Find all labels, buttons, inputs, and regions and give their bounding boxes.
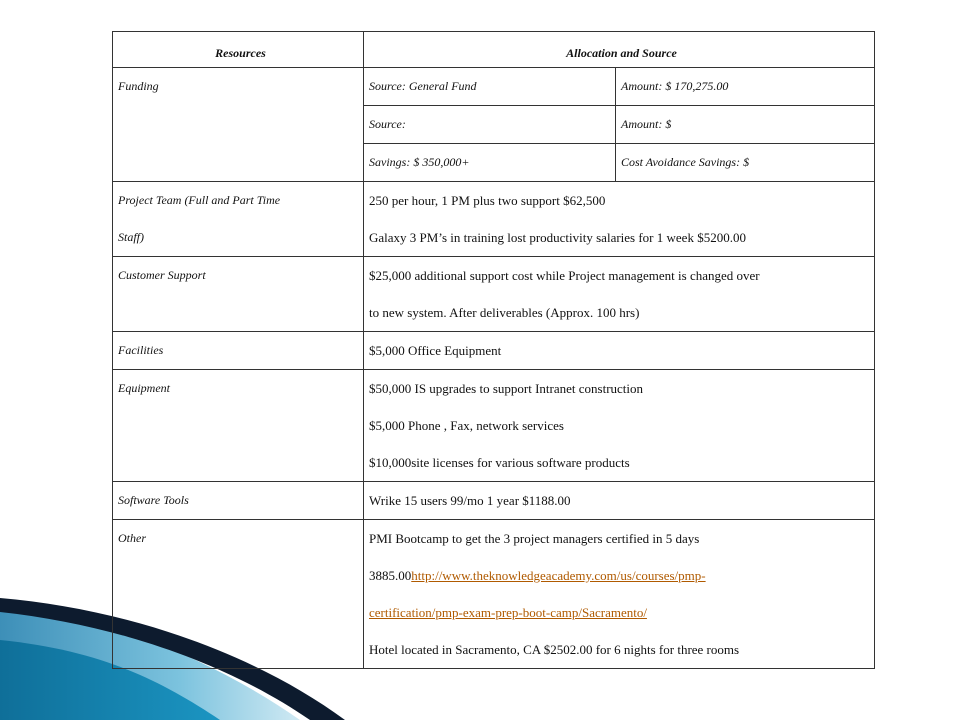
resource-allocation-table xyxy=(112,31,875,669)
equipment-allocation xyxy=(364,370,875,482)
table-row xyxy=(113,370,875,482)
project-team-label-line: Project Team (Full and Part Time xyxy=(118,193,281,207)
funding-amount-2: Amount: $ xyxy=(616,106,875,144)
resource-label-funding: Funding xyxy=(113,68,364,182)
project-team-allocation xyxy=(364,182,875,257)
table-row xyxy=(113,182,875,257)
bootcamp-link-continued[interactable]: certification/pmp-exam-prep-boot-camp/Sacramento/ xyxy=(369,605,647,620)
table-row xyxy=(113,68,875,106)
table-row xyxy=(113,257,875,332)
table-row xyxy=(113,332,875,370)
customer-support-allocation xyxy=(364,257,875,332)
software-tools-allocation xyxy=(364,482,875,520)
funding-amount-1: Amount: $ 170,275.00 xyxy=(616,68,875,106)
project-team-label-line: Staff) xyxy=(118,230,144,244)
allocation-line-with-link xyxy=(369,557,874,594)
funding-source-2: Source: xyxy=(364,106,616,144)
allocation-line: to new system. After deliverables (Approx. 100 hrs) xyxy=(369,305,640,320)
resource-label-software-tools: Software Tools xyxy=(113,482,364,520)
allocation-line: Hotel located in Sacramento, CA $2502.00 for 6 nights for three rooms xyxy=(369,642,740,657)
allocation-line-link-continued xyxy=(369,594,874,631)
resource-label-facilities: Facilities xyxy=(113,332,364,370)
allocation-line: $5,000 Office Equipment xyxy=(369,343,502,358)
funding-cost-avoidance: Cost Avoidance Savings: $ xyxy=(616,144,875,182)
facilities-allocation xyxy=(364,332,875,370)
allocation-line: Galaxy 3 PM’s in training lost productivity salaries for 1 week $5200.00 xyxy=(369,230,746,245)
allocation-line: $50,000 IS upgrades to support Intranet construction xyxy=(369,381,644,396)
funding-savings: Savings: $ 350,000+ xyxy=(364,144,616,182)
resource-label-other: Other xyxy=(113,520,364,669)
funding-source-1: Source: General Fund xyxy=(364,68,616,106)
bootcamp-amount: 3885.00 xyxy=(369,568,412,583)
allocation-line: $10,000site licenses for various software products xyxy=(369,455,630,470)
resource-label-project-team xyxy=(113,182,364,257)
bootcamp-link[interactable]: http://www.theknowledgeacademy.com/us/courses/pmp- xyxy=(411,568,706,583)
allocation-line: $5,000 Phone , Fax, network services xyxy=(369,418,564,433)
table-row xyxy=(113,482,875,520)
allocation-line: $25,000 additional support cost while Project management is changed over xyxy=(369,268,760,283)
header-allocation-source: Allocation and Source xyxy=(364,32,875,68)
resource-label-customer-support: Customer Support xyxy=(113,257,364,332)
table-header-row xyxy=(113,32,875,68)
table-row xyxy=(113,520,875,669)
other-allocation xyxy=(364,520,875,669)
header-resources: Resources xyxy=(113,32,364,68)
allocation-line: PMI Bootcamp to get the 3 project managers certified in 5 days xyxy=(369,531,700,546)
allocation-line: Wrike 15 users 99/mo 1 year $1188.00 xyxy=(369,493,571,508)
resource-label-equipment: Equipment xyxy=(113,370,364,482)
allocation-line: 250 per hour, 1 PM plus two support $62,500 xyxy=(369,193,606,208)
